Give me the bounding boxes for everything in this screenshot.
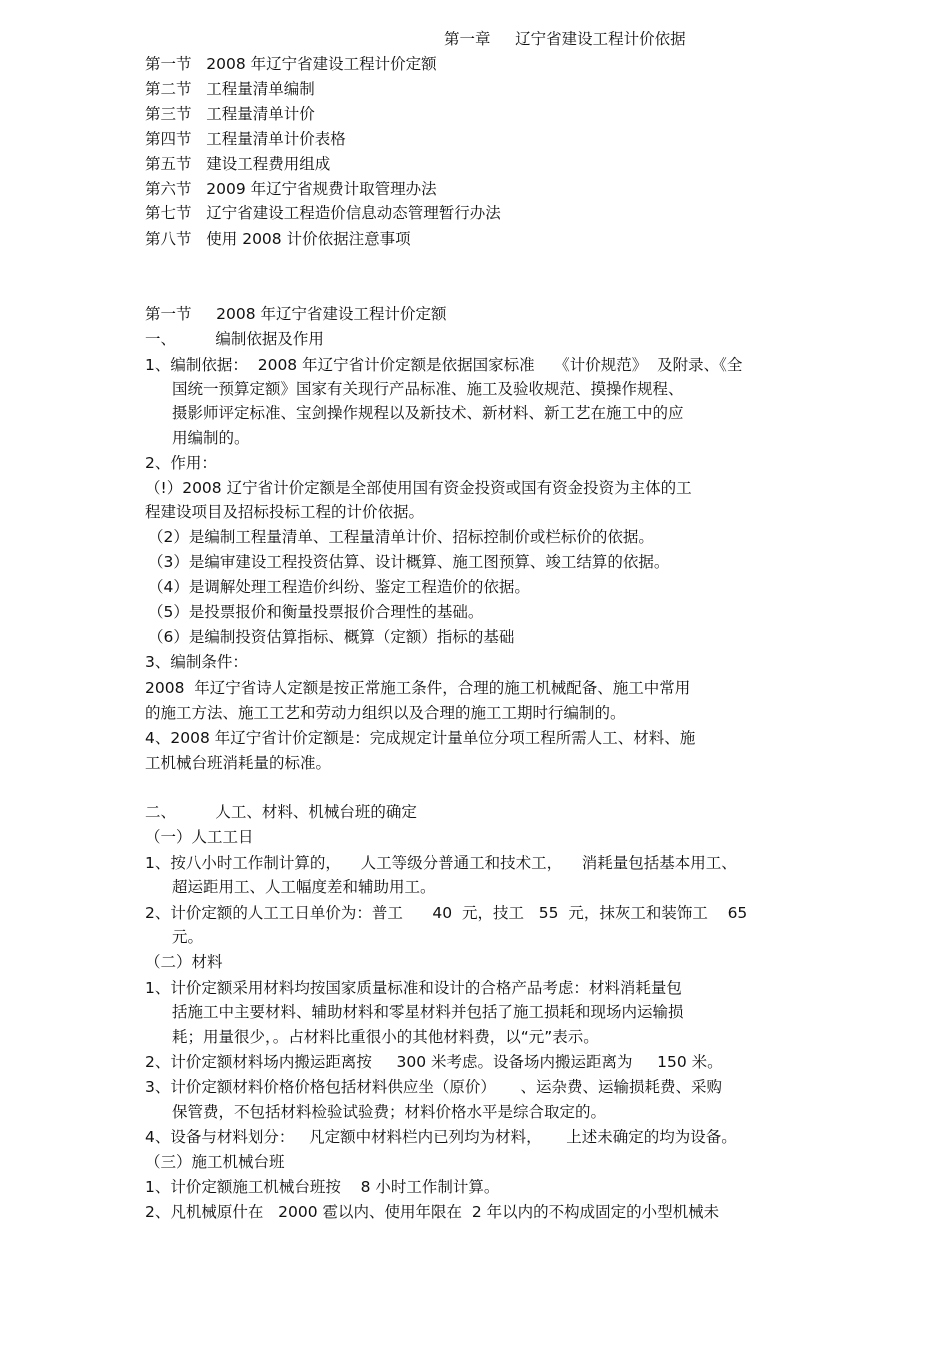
item-label: 3、编制条件：: [145, 653, 248, 671]
paragraph-line: （4）是调解处理工程造价纠纷、鉴定工程造价的依据。: [148, 578, 530, 596]
paragraph-line: 4、2008 年辽宁省计价定额是：完成规定计量单位分项工程所需人工、材料、施: [145, 729, 696, 747]
paragraph-line: 2、计价定额材料场内搬运距离按 300 米考虑。设备场内搬运距离为 150 米。: [145, 1053, 723, 1071]
part-heading: 一、 编制依据及作用: [145, 330, 324, 348]
toc-item: 第三节 工程量清单计价: [145, 105, 315, 123]
paragraph-line: 耗；用量很少，。占材料比重很小的其他材料费，以“元”表示。: [172, 1028, 599, 1046]
toc-item: 第四节 工程量清单计价表格: [145, 130, 346, 148]
paragraph-line: 2、计价定额的人工工日单价为：普工 40 元，技工 55 元，抹灰工和装饰工 65: [145, 904, 748, 922]
chapter-title: 第一章 辽宁省建设工程计价依据: [444, 30, 686, 48]
paragraph-line: （6）是编制投资估算指标、概算（定额）指标的基础: [148, 628, 515, 646]
subsection-heading: （一）人工工日: [145, 828, 254, 846]
subsection-heading: （三）施工机械台班: [145, 1153, 285, 1171]
paragraph-line: 1、计价定额施工机械台班按 8 小时工作制计算。: [145, 1178, 500, 1196]
toc-item: 第七节 辽宁省建设工程造价信息动态管理暂行办法: [145, 204, 501, 222]
paragraph-line: 括施工中主要材料、辅助材料和零星材料并包括了施工损耗和现场内运输损: [172, 1003, 684, 1021]
paragraph-line: 2008 年辽宁省诗人定额是按正常施工条件，合理的施工机械配备、施工中常用: [145, 679, 691, 697]
paragraph-line: （5）是投票报价和衡量投票报价合理性的基础。: [148, 603, 484, 621]
part-heading: 二、 人工、材料、机械台班的确定: [145, 803, 417, 821]
paragraph-line: 的施工方法、施工工艺和劳动力组织以及合理的施工工期时行编制的。: [145, 704, 626, 722]
paragraph-line: （3）是编审建设工程投资估算、设计概算、施工图预算、竣工结算的依据。: [148, 553, 670, 571]
paragraph-line: 1、编制依据： 2008 年辽宁省计价定额是依据国家标准 《计价规范》 及附录、《全: [145, 356, 743, 374]
paragraph-line: 超运距用工、人工幅度差和辅助用工。: [172, 878, 436, 896]
paragraph-line: 1、按八小时工作制计算的， 人工等级分普通工和技术工， 消耗量包括基本用工、: [145, 854, 737, 872]
paragraph-line: 元。: [172, 928, 204, 946]
paragraph-line: 保管费，不包括材料检验试验费；材料价格水平是综合取定的。: [172, 1103, 607, 1121]
toc-item: 第一节 2008 年辽宁省建设工程计价定额: [145, 55, 437, 73]
paragraph-line: 3、计价定额材料价格价格包括材料供应坐（原价） 、运杂费、运输损耗费、采购: [145, 1078, 722, 1096]
paragraph-line: 2、凡机械原什在 2000 雹以内、使用年限在 2 年以内的不构成固定的小型机械未: [145, 1203, 720, 1221]
toc-item: 第五节 建设工程费用组成: [145, 155, 331, 173]
paragraph-line: （2）是编制工程量清单、工程量清单计价、招标控制价或栏标价的依据。: [148, 528, 654, 546]
paragraph-line: 摄影师评定标准、宝剑操作规程以及新技术、新材料、新工艺在施工中的应: [172, 404, 684, 422]
item-label: 2、作用：: [145, 454, 217, 472]
section-heading: 第一节 2008 年辽宁省建设工程计价定额: [145, 305, 447, 323]
subsection-heading: （二）材料: [145, 953, 223, 971]
toc-item: 第八节 使用 2008 计价依据注意事项: [145, 230, 411, 248]
toc-item: 第二节 工程量清单编制: [145, 80, 315, 98]
paragraph-line: 程建设项目及招标投标工程的计价依据。: [145, 503, 425, 521]
paragraph-line: 1、计价定额采用材料均按国家质量标准和设计的合格产品考虑：材料消耗量包: [145, 979, 682, 997]
paragraph-line: （!）2008 辽宁省计价定额是全部使用国有资金投资或国有资金投资为主体的工: [145, 479, 692, 497]
paragraph-line: 国统一预算定额》国家有关现行产品标准、施工及验收规范、摸操作规程、: [172, 380, 684, 398]
paragraph-line: 4、设备与材料划分： 凡定额中材料栏内已列均为材料， 上述未确定的均为设备。: [145, 1128, 737, 1146]
toc-item: 第六节 2009 年辽宁省规费计取管理办法: [145, 180, 437, 198]
paragraph-line: 工机械台班消耗量的标准。: [145, 754, 332, 772]
paragraph-line: 用编制的。: [172, 429, 250, 447]
